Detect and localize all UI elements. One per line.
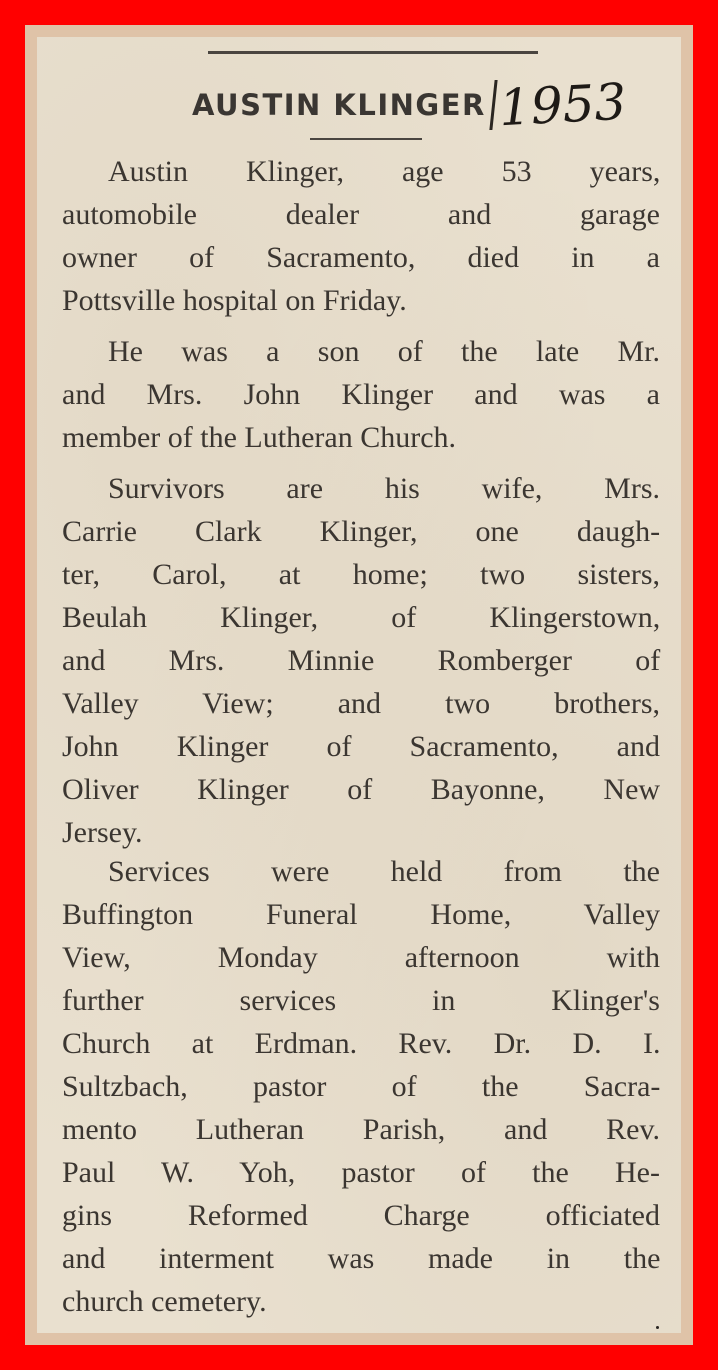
handwritten-bar (489, 80, 497, 130)
paragraph-3 (62, 467, 660, 854)
text-line: Buffington Funeral Home, Valley (62, 898, 661, 931)
text-line: Pottsville hospital on Friday. (62, 284, 407, 317)
text-line: automobile dealer and garage (62, 198, 660, 231)
text-line: Survivors are his wife, Mrs. (108, 472, 660, 505)
headline-rule (310, 138, 422, 140)
text-line: further services in Klinger's (62, 984, 660, 1017)
text-line: gins Reformed Charge officiated (62, 1199, 660, 1232)
text-line: View, Monday afternoon with (62, 941, 660, 974)
paragraph-1 (62, 150, 660, 322)
text-line: and Mrs. Minnie Romberger of (62, 644, 661, 677)
text-line: Services were held from the (108, 855, 660, 888)
text-line: owner of Sacramento, died in a (62, 241, 660, 274)
text-line: member of the Lutheran Church. (62, 421, 457, 454)
text-line: and Mrs. John Klinger and was a (62, 378, 660, 411)
paragraph-4 (62, 850, 660, 1323)
paragraph-2 (62, 330, 660, 459)
text-line: church cemetery. (62, 1285, 267, 1318)
text-line: Beulah Klinger, of Klingerstown, (62, 601, 661, 634)
text-line: mento Lutheran Parish, and Rev. (62, 1113, 660, 1146)
text-line: Jersey. (62, 816, 143, 849)
text-line: Valley View; and two brothers, (62, 687, 660, 720)
top-rule (208, 51, 538, 54)
text-line: ter, Carol, at home; two sisters, (62, 558, 660, 591)
speck (656, 1326, 659, 1329)
text-line: and interment was made in the (62, 1242, 661, 1275)
handwritten-year: 1953 (497, 72, 628, 138)
text-line: Church at Erdman. Rev. Dr. D. I. (62, 1027, 661, 1060)
headline: AUSTIN KLINGER (192, 88, 486, 122)
text-line: John Klinger of Sacramento, and (62, 730, 660, 763)
text-line: Sultzbach, pastor of the Sacra- (62, 1070, 661, 1103)
text-line: He was a son of the late Mr. (108, 335, 660, 368)
text-line: Paul W. Yoh, pastor of the He- (62, 1156, 660, 1189)
text-line: Carrie Clark Klinger, one daugh- (62, 515, 661, 548)
text-line: Austin Klinger, age 53 years, (108, 155, 661, 188)
text-line: Oliver Klinger of Bayonne, New (62, 773, 661, 806)
headline-row (192, 70, 628, 138)
